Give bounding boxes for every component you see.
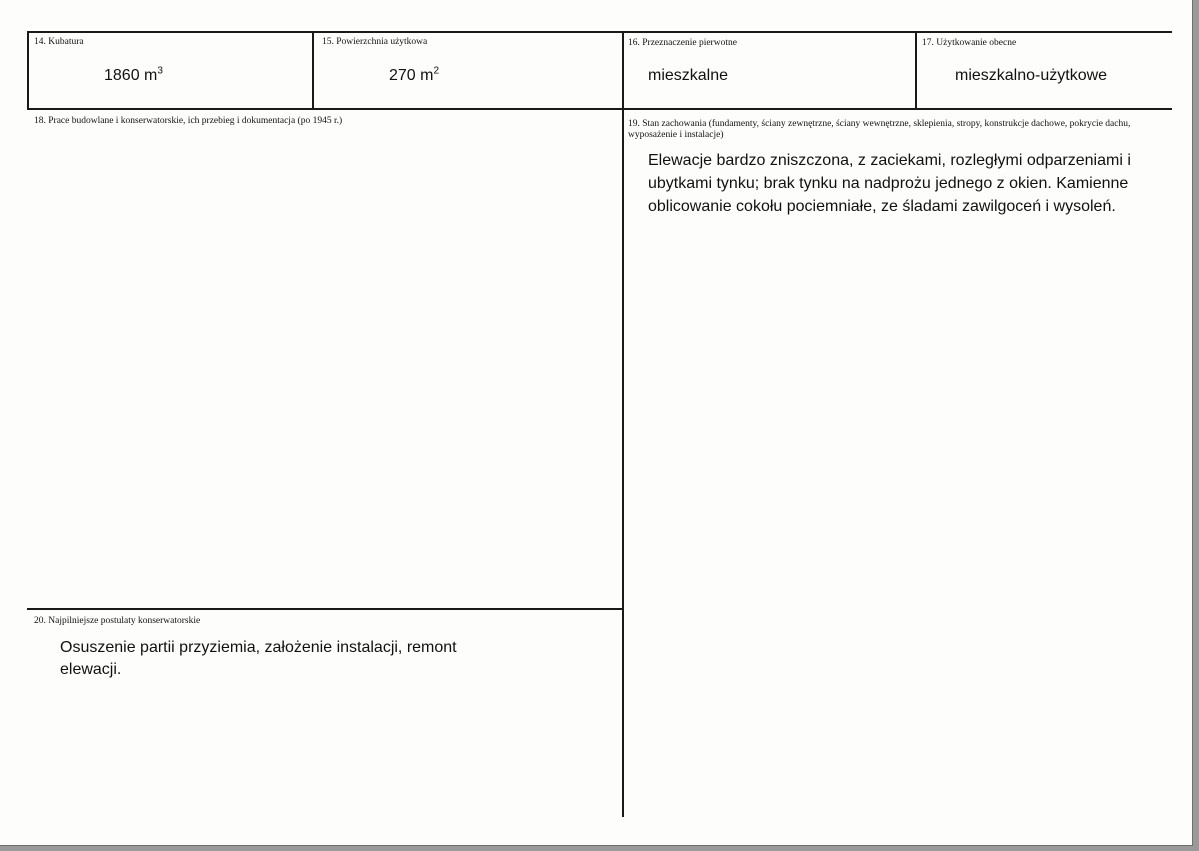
divider-16-17-line (915, 31, 917, 110)
powierzchnia-value-text: 270 m (389, 67, 434, 84)
top-border-line (27, 31, 1172, 33)
uzytkowanie-value: mieszkalno-użytkowe (955, 67, 1108, 84)
divider-14-15-line (312, 31, 314, 110)
powierzchnia-unit-sup: 2 (433, 65, 440, 77)
przeznaczenie-value: mieszkalne (648, 67, 729, 84)
stan-label: 19. Stan zachowania (fundamenty, ściany zewnętrzne, ściany wewnętrzne, sklepienia, stropy, konstrukcje dachowe, pokrycie dachu, wyposażenie i instalacje) (628, 119, 1131, 140)
kubatura-unit-sup: 3 (157, 65, 163, 77)
stan-text: Elewacje bardzo zniszczona, z zaciekami, rozległymi odparzeniami i ubytkami tynku; brak tynku na nadprożu jednego z okien. Kamienne oblicowanie cokołu pociemniałe, ze śladami zawilgoceń i wysoleń. (648, 152, 1131, 215)
divider-15-16-line (622, 31, 624, 817)
left-border-line (27, 31, 29, 110)
postulaty-label: 20. Najpilniejsze postulaty konserwatorskie (34, 616, 201, 626)
row-divider-line (27, 108, 1172, 110)
divider-18-20-line (27, 608, 624, 610)
powierzchnia-label: 15. Powierzchnia użytkowa (322, 37, 428, 47)
przeznaczenie-label: 16. Przeznaczenie pierwotne (628, 38, 737, 48)
kubatura-value-text: 1860 m (104, 67, 158, 84)
powierzchnia-value (389, 65, 439, 86)
kubatura-value (104, 65, 163, 86)
uzytkowanie-label: 17. Użytkowanie obecne (922, 38, 1017, 48)
prace-label: 18. Prace budowlane i konserwatorskie, ich przebieg i dokumentacja (po 1945 r.) (34, 116, 343, 126)
kubatura-label: 14. Kubatura (34, 37, 84, 47)
postulaty-text: Osuszenie partii przyziemia, założenie instalacji, remont elewacji. (60, 639, 457, 678)
